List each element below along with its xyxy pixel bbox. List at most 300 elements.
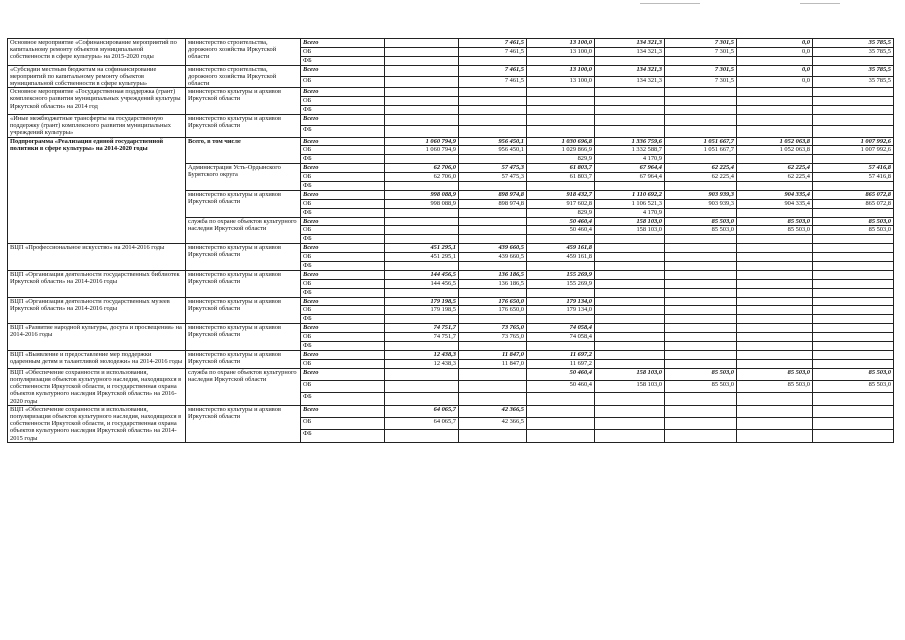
funding-source: Всего — [301, 39, 385, 48]
amount-cell — [595, 97, 665, 106]
funding-source: ФБ — [301, 182, 385, 191]
amount-cell — [459, 315, 527, 324]
funding-source: ФБ — [301, 288, 385, 297]
funding-source: ОБ — [301, 359, 385, 368]
amount-cell: 85 503,0 — [813, 381, 894, 393]
funding-source: Всего — [301, 164, 385, 173]
amount-cell — [385, 368, 459, 380]
amount-cell: 7 461,5 — [459, 47, 527, 56]
amount-cell: 176 650,0 — [459, 297, 527, 306]
amount-cell — [665, 182, 737, 191]
amount-cell — [459, 97, 527, 106]
amount-cell — [737, 350, 813, 359]
amount-cell: 7 301,5 — [665, 47, 737, 56]
amount-cell — [595, 350, 665, 359]
measure-name: ВЦП «Развитие народной культуры, досуга и просвещения» на 2014-2016 годы — [8, 324, 186, 351]
amount-cell — [527, 288, 595, 297]
measure-name: ВЦП «Обеспечение сохранности и использования, популяризация объектов культурного наследия, находящихся в собственности Иркутской области, и государственная охрана объектов культурного наследия Иркутской области» на 2016-2020 годы — [8, 368, 186, 405]
funding-source: Всего — [301, 114, 385, 125]
amount-cell — [385, 76, 459, 87]
funding-source: ОБ — [301, 199, 385, 208]
amount-cell: 11 847,0 — [459, 359, 527, 368]
table-row — [8, 114, 894, 125]
amount-cell: 1 052 063,8 — [737, 146, 813, 155]
amount-cell: 62 225,4 — [665, 164, 737, 173]
amount-cell — [737, 393, 813, 405]
amount-cell — [459, 235, 527, 244]
amount-cell — [665, 288, 737, 297]
amount-cell — [665, 88, 737, 97]
amount-cell: 1 051 667,7 — [665, 146, 737, 155]
amount-cell — [459, 106, 527, 115]
amount-cell: 1 052 063,8 — [737, 137, 813, 146]
amount-cell — [665, 418, 737, 430]
amount-cell — [813, 288, 894, 297]
amount-cell — [527, 418, 595, 430]
amount-cell: 155 269,9 — [527, 279, 595, 288]
amount-cell: 134 321,3 — [595, 47, 665, 56]
amount-cell — [459, 126, 527, 137]
amount-cell: 42 366,5 — [459, 405, 527, 417]
amount-cell — [737, 324, 813, 333]
amount-cell: 1 029 866,9 — [527, 146, 595, 155]
amount-cell — [813, 393, 894, 405]
amount-cell — [385, 126, 459, 137]
amount-cell — [385, 288, 459, 297]
funding-source: ОБ — [301, 173, 385, 182]
amount-cell — [385, 155, 459, 164]
funding-source: Всего — [301, 405, 385, 417]
amount-cell: 57 416,8 — [813, 164, 894, 173]
amount-cell: 35 785,5 — [813, 76, 894, 87]
amount-cell: 439 660,5 — [459, 253, 527, 262]
executor-name: служба по охране объектов культурного наследия Иркутской области — [186, 217, 301, 244]
funding-source: Всего — [301, 350, 385, 359]
funding-source: ФБ — [301, 126, 385, 137]
funding-source: ОБ — [301, 333, 385, 342]
amount-cell — [665, 359, 737, 368]
amount-cell: 4 170,9 — [595, 208, 665, 217]
funding-source: ОБ — [301, 381, 385, 393]
amount-cell — [595, 418, 665, 430]
amount-cell — [665, 342, 737, 351]
amount-cell: 74 058,4 — [527, 333, 595, 342]
amount-cell — [527, 88, 595, 97]
amount-cell: 85 503,0 — [737, 226, 813, 235]
amount-cell — [665, 279, 737, 288]
amount-cell — [665, 114, 737, 125]
table-row — [8, 244, 894, 253]
table-row — [8, 270, 894, 279]
amount-cell — [385, 226, 459, 235]
amount-cell — [595, 288, 665, 297]
amount-cell — [527, 235, 595, 244]
budget-table — [7, 38, 894, 443]
amount-cell — [595, 56, 665, 65]
amount-cell: 12 438,3 — [385, 350, 459, 359]
amount-cell: 74 751,7 — [385, 333, 459, 342]
amount-cell — [737, 182, 813, 191]
amount-cell: 459 161,8 — [527, 244, 595, 253]
amount-cell — [813, 270, 894, 279]
amount-cell: 85 503,0 — [665, 381, 737, 393]
amount-cell — [737, 342, 813, 351]
amount-cell: 11 697,2 — [527, 359, 595, 368]
amount-cell: 1 106 521,3 — [595, 199, 665, 208]
amount-cell — [737, 297, 813, 306]
amount-cell — [527, 315, 595, 324]
amount-cell — [665, 208, 737, 217]
amount-cell — [385, 381, 459, 393]
amount-cell — [813, 88, 894, 97]
amount-cell: 85 503,0 — [665, 226, 737, 235]
amount-cell — [385, 430, 459, 442]
amount-cell — [813, 126, 894, 137]
amount-cell: 62 225,4 — [665, 173, 737, 182]
amount-cell: 917 602,8 — [527, 199, 595, 208]
amount-cell — [665, 270, 737, 279]
amount-cell — [385, 262, 459, 271]
amount-cell: 451 295,1 — [385, 244, 459, 253]
amount-cell — [595, 126, 665, 137]
amount-cell — [813, 244, 894, 253]
amount-cell — [737, 97, 813, 106]
amount-cell: 1 110 692,2 — [595, 190, 665, 199]
amount-cell: 829,9 — [527, 208, 595, 217]
amount-cell — [385, 393, 459, 405]
amount-cell — [459, 342, 527, 351]
amount-cell: 904 335,4 — [737, 190, 813, 199]
amount-cell — [595, 182, 665, 191]
funding-source: Всего — [301, 190, 385, 199]
amount-cell: 74 751,7 — [385, 324, 459, 333]
amount-cell: 74 058,4 — [527, 324, 595, 333]
amount-cell: 85 503,0 — [665, 368, 737, 380]
amount-cell — [737, 106, 813, 115]
amount-cell: 7 461,5 — [459, 39, 527, 48]
amount-cell — [813, 114, 894, 125]
executor-name: министерство строительства, дорожного хозяйства Иркутской области — [186, 65, 301, 88]
amount-cell: 85 503,0 — [813, 368, 894, 380]
amount-cell — [737, 418, 813, 430]
amount-cell: 158 103,0 — [595, 381, 665, 393]
amount-cell: 13 100,0 — [527, 65, 595, 76]
amount-cell: 158 103,0 — [595, 226, 665, 235]
amount-cell — [527, 126, 595, 137]
amount-cell — [459, 262, 527, 271]
amount-cell — [813, 430, 894, 442]
amount-cell — [813, 56, 894, 65]
executor-name: министерство культуры и архивов Иркутской области — [186, 297, 301, 324]
amount-cell — [737, 270, 813, 279]
amount-cell — [459, 217, 527, 226]
amount-cell: 50 460,4 — [527, 368, 595, 380]
amount-cell: 0,0 — [737, 76, 813, 87]
amount-cell: 459 161,8 — [527, 253, 595, 262]
amount-cell: 85 503,0 — [813, 226, 894, 235]
funding-source: ОБ — [301, 97, 385, 106]
amount-cell — [459, 430, 527, 442]
amount-cell — [459, 155, 527, 164]
amount-cell: 956 450,1 — [459, 146, 527, 155]
funding-source: ОБ — [301, 418, 385, 430]
amount-cell: 179 134,0 — [527, 306, 595, 315]
amount-cell: 865 072,8 — [813, 190, 894, 199]
amount-cell — [385, 208, 459, 217]
amount-cell — [737, 288, 813, 297]
amount-cell — [595, 114, 665, 125]
table-row — [8, 297, 894, 306]
amount-cell — [595, 393, 665, 405]
amount-cell: 179 134,0 — [527, 297, 595, 306]
amount-cell — [459, 381, 527, 393]
amount-cell: 50 460,4 — [527, 226, 595, 235]
amount-cell — [665, 244, 737, 253]
amount-cell — [737, 315, 813, 324]
table-row — [8, 350, 894, 359]
amount-cell — [813, 350, 894, 359]
table-row — [8, 324, 894, 333]
amount-cell — [665, 315, 737, 324]
amount-cell — [595, 253, 665, 262]
amount-cell — [737, 279, 813, 288]
amount-cell — [527, 342, 595, 351]
amount-cell — [595, 262, 665, 271]
amount-cell: 1 060 794,9 — [385, 146, 459, 155]
amount-cell — [665, 350, 737, 359]
amount-cell — [737, 253, 813, 262]
amount-cell — [385, 88, 459, 97]
amount-cell — [737, 114, 813, 125]
funding-source: ФБ — [301, 106, 385, 115]
amount-cell — [595, 106, 665, 115]
amount-cell — [813, 279, 894, 288]
amount-cell: 85 503,0 — [813, 217, 894, 226]
funding-source: ОБ — [301, 306, 385, 315]
executor-name: министерство культуры и архивов Иркутской области — [186, 114, 301, 137]
amount-cell: 85 503,0 — [737, 217, 813, 226]
amount-cell: 136 186,5 — [459, 270, 527, 279]
amount-cell — [595, 342, 665, 351]
amount-cell — [737, 430, 813, 442]
amount-cell: 176 650,0 — [459, 306, 527, 315]
amount-cell — [737, 359, 813, 368]
amount-cell — [813, 155, 894, 164]
table-row — [8, 405, 894, 417]
amount-cell — [813, 253, 894, 262]
amount-cell — [459, 56, 527, 65]
table-row — [8, 39, 894, 48]
amount-cell: 1 030 696,8 — [527, 137, 595, 146]
amount-cell: 1 051 667,7 — [665, 137, 737, 146]
amount-cell — [527, 430, 595, 442]
executor-name: Всего, в том числе — [186, 137, 301, 164]
amount-cell — [595, 244, 665, 253]
amount-cell — [385, 56, 459, 65]
amount-cell — [813, 97, 894, 106]
amount-cell: 451 295,1 — [385, 253, 459, 262]
executor-name: министерство культуры и архивов Иркутской области — [186, 270, 301, 297]
measure-name: Подпрограмма «Реализация единой государственной политики в сфере культуры» на 2014-2020 годы — [8, 137, 186, 244]
measure-name: «Иные межбюджетные трансферты на государственную поддержку (грант) комплексного развития муниципальных учреждений культуры» — [8, 114, 186, 137]
amount-cell — [459, 208, 527, 217]
amount-cell — [459, 368, 527, 380]
amount-cell — [595, 297, 665, 306]
amount-cell: 903 939,3 — [665, 199, 737, 208]
scan-artifact — [640, 3, 700, 4]
amount-cell — [665, 155, 737, 164]
funding-source: ФБ — [301, 208, 385, 217]
funding-source: ФБ — [301, 430, 385, 442]
funding-source: ФБ — [301, 155, 385, 164]
measure-name: ВЦП «Профессиональное искусство» на 2014-2016 годы — [8, 244, 186, 271]
amount-cell: 13 100,0 — [527, 39, 595, 48]
table-row — [8, 88, 894, 97]
amount-cell — [385, 106, 459, 115]
amount-cell: 158 103,0 — [595, 368, 665, 380]
amount-cell: 155 269,9 — [527, 270, 595, 279]
amount-cell — [665, 430, 737, 442]
amount-cell — [665, 393, 737, 405]
amount-cell: 11 697,2 — [527, 350, 595, 359]
amount-cell — [595, 333, 665, 342]
amount-cell: 4 170,9 — [595, 155, 665, 164]
amount-cell — [665, 235, 737, 244]
amount-cell: 1 332 588,7 — [595, 146, 665, 155]
amount-cell: 179 198,5 — [385, 306, 459, 315]
amount-cell — [813, 324, 894, 333]
amount-cell — [737, 262, 813, 271]
funding-source: Всего — [301, 297, 385, 306]
amount-cell — [595, 405, 665, 417]
amount-cell — [665, 97, 737, 106]
funding-source: ФБ — [301, 56, 385, 65]
amount-cell: 829,9 — [527, 155, 595, 164]
funding-source: ФБ — [301, 393, 385, 405]
amount-cell: 7 461,5 — [459, 76, 527, 87]
amount-cell — [737, 235, 813, 244]
executor-name: министерство культуры и архивов Иркутской области — [186, 405, 301, 442]
amount-cell: 134 321,3 — [595, 76, 665, 87]
amount-cell: 64 065,7 — [385, 418, 459, 430]
amount-cell — [665, 306, 737, 315]
amount-cell — [595, 270, 665, 279]
amount-cell: 1 336 759,6 — [595, 137, 665, 146]
amount-cell — [813, 359, 894, 368]
amount-cell: 7 461,5 — [459, 65, 527, 76]
measure-name: Основное мероприятие «Государственная поддержка (грант) комплексного развития муниципальных учреждений культуры Иркутской области» на 2014 год — [8, 88, 186, 115]
amount-cell — [385, 217, 459, 226]
funding-source: Всего — [301, 244, 385, 253]
amount-cell — [737, 405, 813, 417]
amount-cell — [665, 324, 737, 333]
table-row — [8, 137, 894, 146]
funding-source: Всего — [301, 324, 385, 333]
amount-cell: 13 100,0 — [527, 47, 595, 56]
amount-cell — [527, 405, 595, 417]
amount-cell — [527, 114, 595, 125]
funding-source: ОБ — [301, 279, 385, 288]
amount-cell: 12 438,3 — [385, 359, 459, 368]
amount-cell — [813, 208, 894, 217]
funding-source: Всего — [301, 88, 385, 97]
amount-cell: 1 007 992,6 — [813, 137, 894, 146]
amount-cell — [595, 430, 665, 442]
amount-cell — [737, 306, 813, 315]
amount-cell — [595, 359, 665, 368]
amount-cell: 57 416,8 — [813, 173, 894, 182]
amount-cell — [737, 244, 813, 253]
funding-source: ОБ — [301, 253, 385, 262]
amount-cell — [665, 262, 737, 271]
amount-cell: 67 964,4 — [595, 173, 665, 182]
amount-cell — [737, 208, 813, 217]
amount-cell — [385, 39, 459, 48]
amount-cell — [385, 97, 459, 106]
amount-cell: 7 301,5 — [665, 65, 737, 76]
amount-cell: 57 475,3 — [459, 173, 527, 182]
funding-source: ФБ — [301, 315, 385, 324]
amount-cell — [527, 182, 595, 191]
measure-name: ВЦП «Обеспечение сохранности и использования, популяризация объектов культурного наследия, находящихся в собственности Иркутской области, и государственная охрана объектов культурного наследия Иркутской области» на 2014-2015 годы — [8, 405, 186, 442]
amount-cell: 144 456,5 — [385, 279, 459, 288]
amount-cell — [595, 235, 665, 244]
amount-cell — [737, 126, 813, 137]
amount-cell — [595, 324, 665, 333]
amount-cell: 62 225,4 — [737, 164, 813, 173]
executor-name: служба по охране объектов культурного наследия Иркутской области — [186, 368, 301, 405]
amount-cell: 903 939,3 — [665, 190, 737, 199]
amount-cell — [459, 182, 527, 191]
amount-cell — [737, 88, 813, 97]
amount-cell: 1 060 794,9 — [385, 137, 459, 146]
amount-cell: 35 785,5 — [813, 65, 894, 76]
funding-source: ФБ — [301, 342, 385, 351]
amount-cell: 0,0 — [737, 47, 813, 56]
amount-cell — [813, 342, 894, 351]
amount-cell — [813, 405, 894, 417]
executor-name: министерство культуры и архивов Иркутской области — [186, 88, 301, 115]
measure-name: ВЦП «Выявление и предоставление мер поддержки одаренным детям и талантливой молодежи» на 2014-2016 годы — [8, 350, 186, 368]
amount-cell: 50 460,4 — [527, 381, 595, 393]
executor-name: министерство культуры и архивов Иркутской области — [186, 190, 301, 217]
amount-cell — [737, 333, 813, 342]
amount-cell: 85 503,0 — [737, 381, 813, 393]
amount-cell: 1 007 992,6 — [813, 146, 894, 155]
scan-artifact — [800, 3, 840, 4]
amount-cell — [665, 56, 737, 65]
amount-cell: 50 460,4 — [527, 217, 595, 226]
amount-cell: 61 803,7 — [527, 173, 595, 182]
amount-cell: 144 456,5 — [385, 270, 459, 279]
amount-cell — [813, 315, 894, 324]
amount-cell: 179 198,5 — [385, 297, 459, 306]
executor-name: министерство культуры и архивов Иркутской области — [186, 324, 301, 351]
amount-cell: 134 321,3 — [595, 65, 665, 76]
amount-cell: 85 503,0 — [665, 217, 737, 226]
funding-source: ОБ — [301, 146, 385, 155]
amount-cell: 13 100,0 — [527, 76, 595, 87]
amount-cell: 7 301,5 — [665, 39, 737, 48]
amount-cell: 956 450,1 — [459, 137, 527, 146]
amount-cell — [459, 88, 527, 97]
amount-cell: 158 103,0 — [595, 217, 665, 226]
funding-source: Всего — [301, 137, 385, 146]
amount-cell — [459, 393, 527, 405]
amount-cell — [385, 47, 459, 56]
measure-name: ВЦП «Организация деятельности государственных библиотек Иркутской области» на 2014-2016 годы — [8, 270, 186, 297]
measure-name: ВЦП «Организация деятельности государственных музеев Иркутской области» на 2014-2016 годы — [8, 297, 186, 324]
